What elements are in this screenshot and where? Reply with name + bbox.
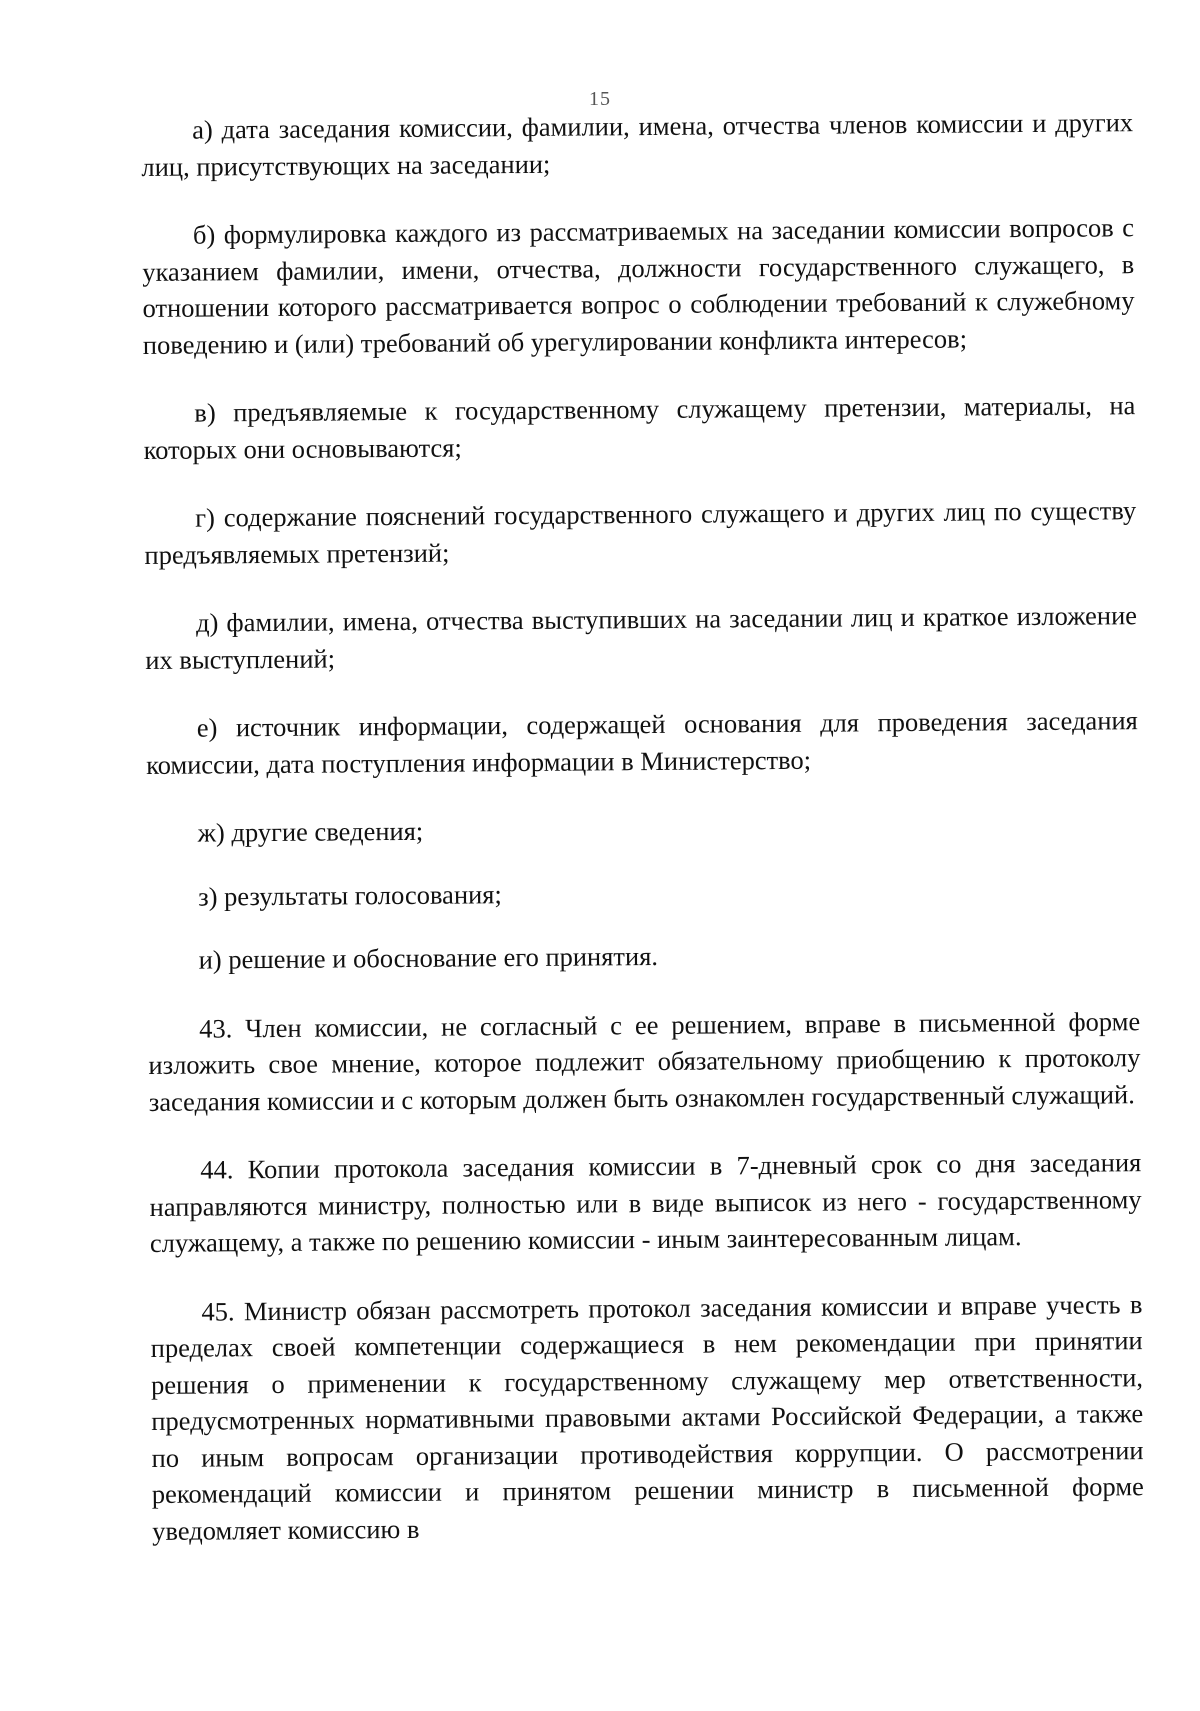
paragraph-item-b: б) формулировка каждого из рассматриваемых на заседании комиссии вопросов с указанием фамилии, имени, отчества, должности государственного служащего, в отношении которого рассматривается вопрос о соблюдении требований к служебному поведению и (или) требований об урегулировании конфликта интересов;	[142, 212, 1135, 360]
paragraph-item-zh: ж) другие сведения;	[197, 815, 424, 848]
paragraph-43: 43. Член комиссии, не согласный с ее решением, вправе в письменной форме изложить свое мнение, которое подлежит обязательному приобщению к протоколу заседания комиссии и с которым должен быть ознакомлен государственный служащий.	[148, 1005, 1141, 1117]
page-number: 15	[589, 88, 611, 110]
paragraph-item-a: а) дата заседания комиссии, фамилии, имена, отчества членов комиссии и других лиц, присутствующих на заседании;	[141, 107, 1134, 182]
paragraph-44: 44. Копии протокола заседания комиссии в 7-дневный срок со дня заседания направляются министру, полностью или в виде выписок из него - государственному служащему, а также по решению комиссии - иным заинтересованным лицам.	[149, 1147, 1142, 1258]
paragraph-item-i: и) решение и обоснование его принятия.	[198, 940, 659, 975]
document-body	[141, 104, 1145, 1581]
paragraph-item-v: в) предъявляемые к государственному служащему претензии, материалы, на которых они основываются;	[143, 390, 1136, 465]
paragraph-45: 45. Министр обязан рассмотреть протокол заседания комиссии и вправе учесть в пределах своей компетенции содержащиеся в нем рекомендации при принятии решения о применении к государственному служащему мер ответственности, предусмотренных нормативными правовыми актами Российской Федерации, а также по иным вопросам организации противодействия коррупции. О рассмотрении рекомендаций комиссии и принятом решении министр в письменной форме уведомляет комиссию в	[150, 1288, 1144, 1546]
paragraph-item-d: д) фамилии, имена, отчества выступивших на заседании лиц и краткое изложение их выступлений;	[145, 600, 1138, 675]
paragraph-item-g: г) содержание пояснений государственного служащего и других лиц по существу предъявляемых претензий;	[144, 495, 1137, 570]
paragraph-item-z: з) результаты голосования;	[198, 878, 502, 912]
paragraph-item-e: е) источник информации, содержащей основания для проведения заседания комиссии, дата поступления информации в Министерство;	[146, 705, 1138, 780]
